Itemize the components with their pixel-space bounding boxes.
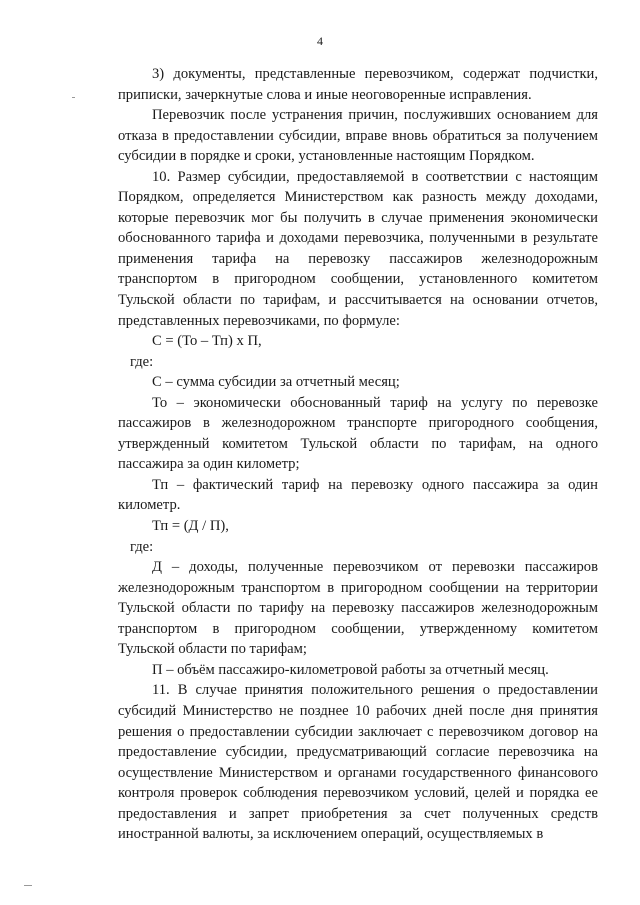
definition: Д – доходы, полученные перевозчиком от перевозки пассажиров железнодорожным транспортом в пригородном сообщении на территории Тульской области по тарифу на перевозку пассажиров железнодорожным транспортом в пригородном сообщении, утвержденному комитетом Тульской области по тарифам; xyxy=(118,559,598,658)
document-body xyxy=(118,64,598,845)
page-number: 4 xyxy=(317,34,323,48)
definition: П – объём пассажиро-километровой работы за отчетный месяц. xyxy=(152,661,549,678)
definition: С – сумма субсидии за отчетный месяц; xyxy=(152,374,400,391)
scan-speck xyxy=(72,97,75,98)
paragraph: 10. Размер субсидии, предоставляемой в соответствии с настоящим Порядком, определяется Министерством как разность между доходами, которые перевозчик мог бы получить в случае применения экономически обоснованного тарифа и доходами перевозчика, полученными в результате применения тарифа на перевозку пассажиров железнодорожным транспортом в пригородном сообщении, установленного комитетом Тульской области по тарифам, и рассчитывается на основании отчетов, представленных перевозчиками, по формуле: xyxy=(118,168,598,329)
paragraph: Перевозчик после устранения причин, послуживших основанием для отказа в предоставлении субсидии, вправе вновь обратиться за получением субсидии в порядке и сроки, установленные настоящим Порядком. xyxy=(118,107,598,165)
where-label: где: xyxy=(130,538,154,555)
paragraph: 3) документы, представленные перевозчиком, содержат подчистки, приписки, зачеркнутые слова и иные неоговоренные исправления. xyxy=(118,66,598,103)
paragraph: 11. В случае принятия положительного решения о предоставлении субсидий Министерство не позднее 10 рабочих дней после дня принятия решения о предоставлении субсидии заключает с перевозчиком договор на предоставление субсидии, предусматривающий согласие перевозчика на осуществление Министерством и органами государственного финансового контроля проверок соблюдения перевозчиком условий, целей и порядка ее предоставления и запрет приобретения за счет полученных средств иностранной валюты, за исключением операций, осуществляемых в xyxy=(118,682,598,843)
definition: То – экономически обоснованный тариф на услугу по перевозке пассажиров в железнодорожном транспорте пригородного сообщения, утвержденный комитетом Тульской области по тарифам, на одного пассажира за один километр; xyxy=(118,394,598,473)
definition: Тп – фактический тариф на перевозку одного пассажира за один километр. xyxy=(118,476,598,514)
formula-subsidy: С = (То – Тп) х П, xyxy=(152,333,262,350)
scan-speck xyxy=(24,885,32,886)
where-label: где: xyxy=(130,353,154,370)
formula-actual-tariff: Тп = (Д / П), xyxy=(152,518,229,535)
